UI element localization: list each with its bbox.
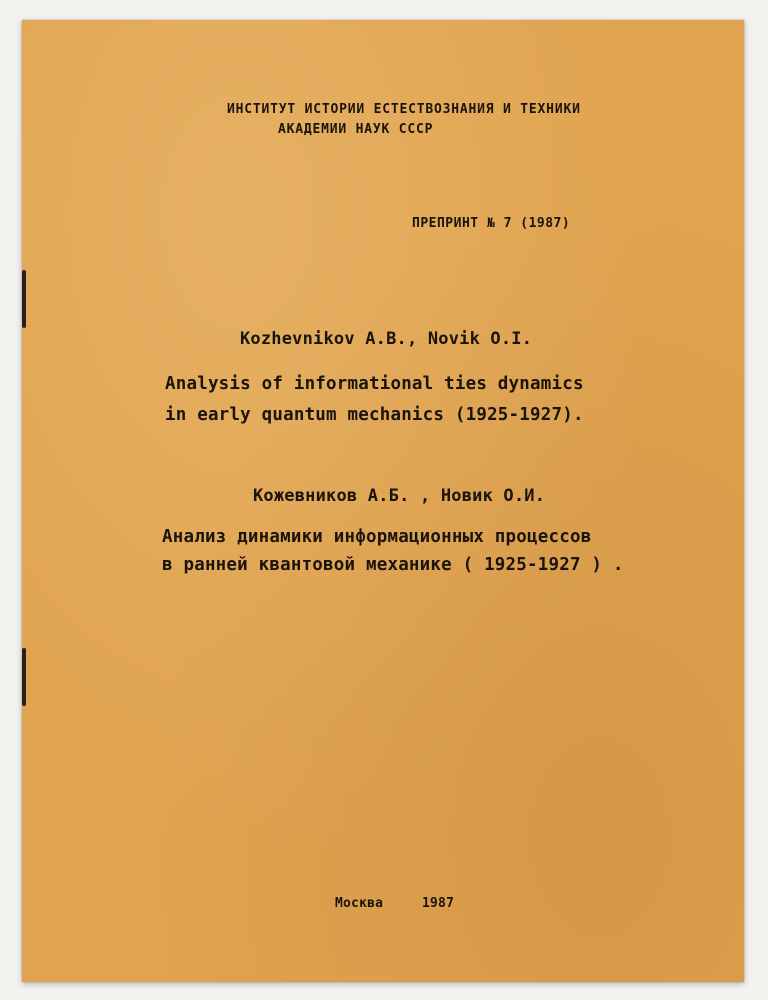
- staple-top: [22, 270, 26, 328]
- title-russian-line-1: Анализ динамики информационных процессов: [162, 527, 592, 547]
- institute-line-1: ИНСТИТУТ ИСТОРИИ ЕСТЕСТВОЗНАНИЯ И ТЕХНИКИ: [227, 102, 581, 117]
- title-english-line-2: in early quantum mechanics (1925-1927).: [165, 405, 584, 425]
- staple-bottom: [22, 648, 26, 706]
- footer-year: 1987: [422, 896, 455, 911]
- institute-line-2: АКАДЕМИИ НАУК СССР: [278, 122, 434, 137]
- authors-english: Kozhevnikov A.B., Novik O.I.: [240, 329, 533, 349]
- preprint-number: ПРЕПРИНТ № 7 (1987): [412, 216, 571, 231]
- footer-city: Москва: [335, 896, 384, 911]
- authors-russian: Кожевников А.Б. , Новик О.И.: [253, 486, 546, 506]
- title-english-line-1: Analysis of informational ties dynamics: [165, 374, 584, 394]
- booklet-cover: [22, 20, 744, 982]
- title-russian-line-2: в ранней квантовой механике ( 1925-1927 ) .: [162, 555, 624, 575]
